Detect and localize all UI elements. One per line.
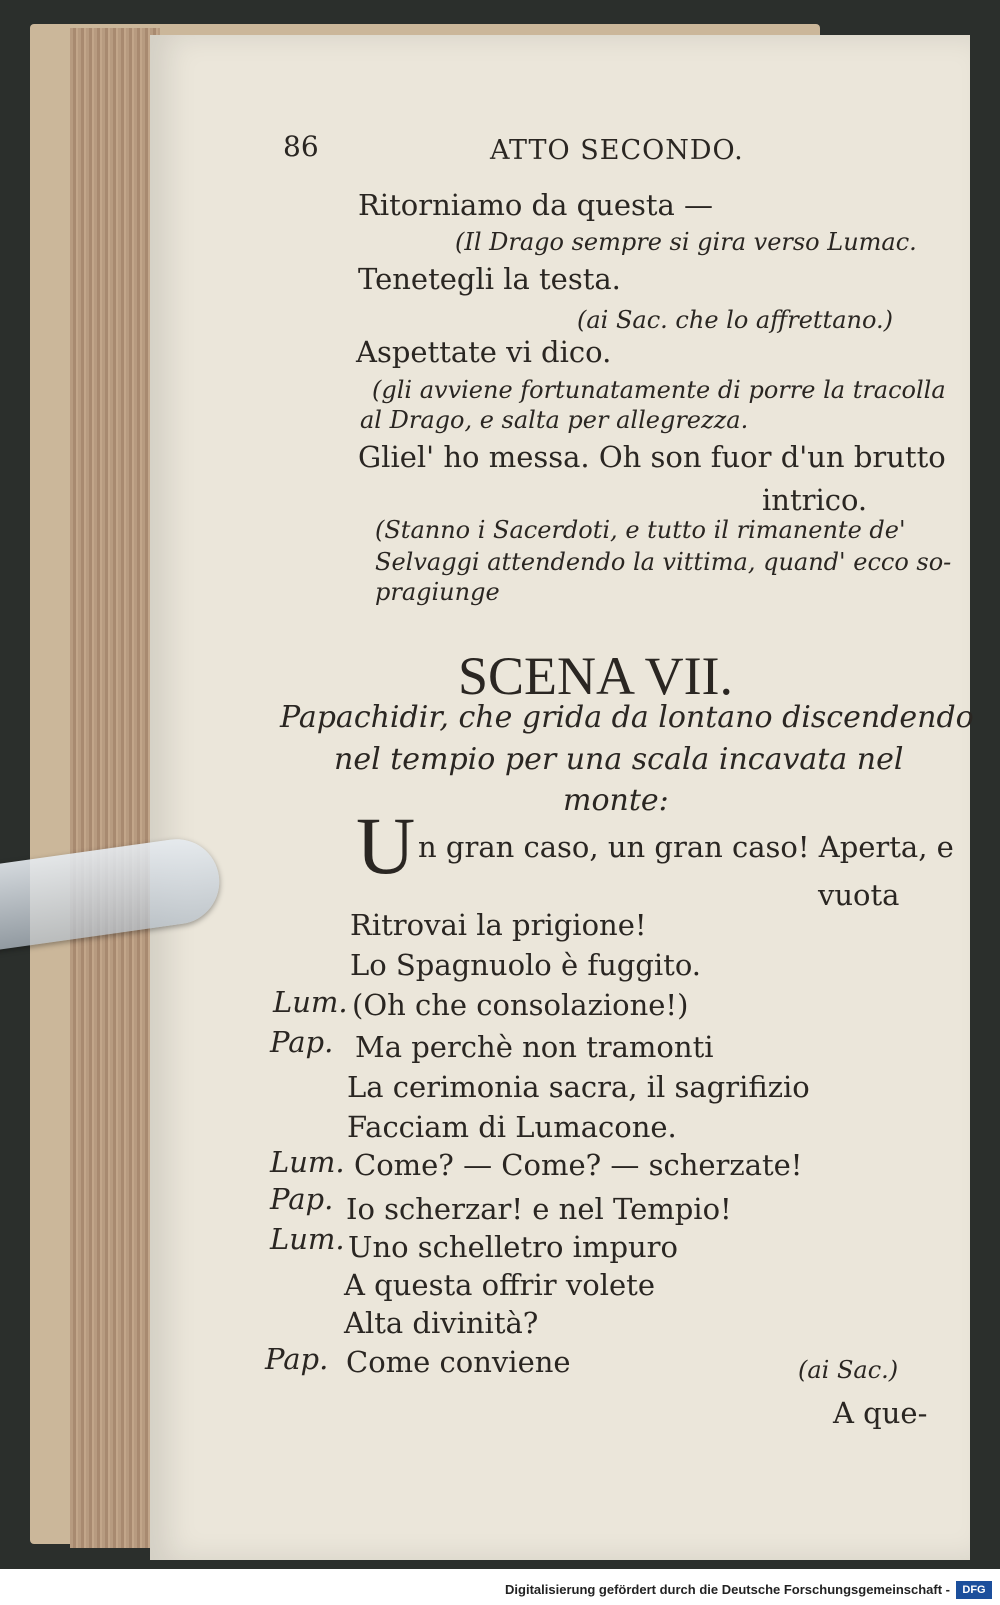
dialogue-line: Io scherzar! e nel Tempio! (346, 1192, 732, 1226)
dialogue-line: vuota (818, 878, 900, 912)
dialogue-line: Ma perchè non tramonti (355, 1030, 714, 1064)
dialogue-line: Uno schelletro impuro (348, 1230, 679, 1264)
dialogue-line: Come? — Come? — scherzate! (354, 1148, 803, 1182)
text-line: intrico. (762, 483, 868, 517)
page-number: 86 (283, 130, 319, 163)
dialogue-line: Come conviene (346, 1345, 571, 1379)
text-line: Gliel' ho messa. Oh son fuor d'un brutto (358, 440, 946, 474)
dialogue-line: Ritrovai la prigione! (350, 908, 647, 942)
stage-direction: pragiunge (375, 578, 500, 606)
drop-cap: U (356, 800, 416, 891)
catchword: A que- (833, 1396, 928, 1430)
dialogue-line: La cerimonia sacra, il sagrifizio (347, 1070, 810, 1104)
scene-description: monte: (563, 783, 669, 818)
dfg-logo: DFG (956, 1581, 992, 1599)
text-line: Tenetegli la testa. (358, 262, 621, 296)
page-edges (70, 28, 160, 1548)
dialogue-line: Facciam di Lumacone. (347, 1110, 677, 1144)
speaker-label: Pap. (265, 1342, 329, 1376)
dialogue-line: Alta divinità? (344, 1306, 539, 1340)
dialogue-line: (Oh che consolazione!) (352, 988, 689, 1022)
stage-direction: (ai Sac.) (798, 1356, 899, 1384)
text-line: Ritorniamo da questa — (358, 188, 714, 222)
stage-direction: al Drago, e salta per allegrezza. (360, 406, 749, 434)
dialogue-line: n gran caso, un gran caso! Aperta, e (418, 830, 954, 864)
text-line: Aspettate vi dico. (356, 335, 612, 369)
speaker-label: Pap. (270, 1182, 334, 1216)
scene-description: Papachidir, che grida da lontano discendendo (280, 700, 974, 735)
stage-direction: (ai Sac. che lo affrettano.) (577, 306, 893, 334)
dialogue-line: A questa offrir volete (344, 1268, 655, 1302)
running-head: ATTO SECONDO. (490, 135, 744, 166)
stage-direction: (Il Drago sempre si gira verso Lumac. (455, 228, 917, 256)
speaker-label: Lum. (270, 1145, 345, 1179)
speaker-label: Pap. (270, 1025, 334, 1059)
scene-description: nel tempio per una scala incavata nel (334, 742, 904, 777)
scene-title: SCENA VII. (458, 646, 734, 706)
dialogue-line: Lo Spagnuolo è fuggito. (350, 948, 702, 982)
stage-direction: (gli avviene fortunatamente di porre la tracolla (372, 376, 946, 404)
footer-bar (0, 1569, 1000, 1605)
stage-direction: (Stanno i Sacerdoti, e tutto il rimanente de' (375, 516, 906, 544)
digitization-credit: Digitalisierung gefördert durch die Deutsche Forschungsgemeinschaft - (505, 1582, 950, 1597)
stage-direction: Selvaggi attendendo la vittima, quand' ecco so- (375, 548, 952, 576)
speaker-label: Lum. (270, 1222, 345, 1256)
speaker-label: Lum. (273, 985, 348, 1019)
